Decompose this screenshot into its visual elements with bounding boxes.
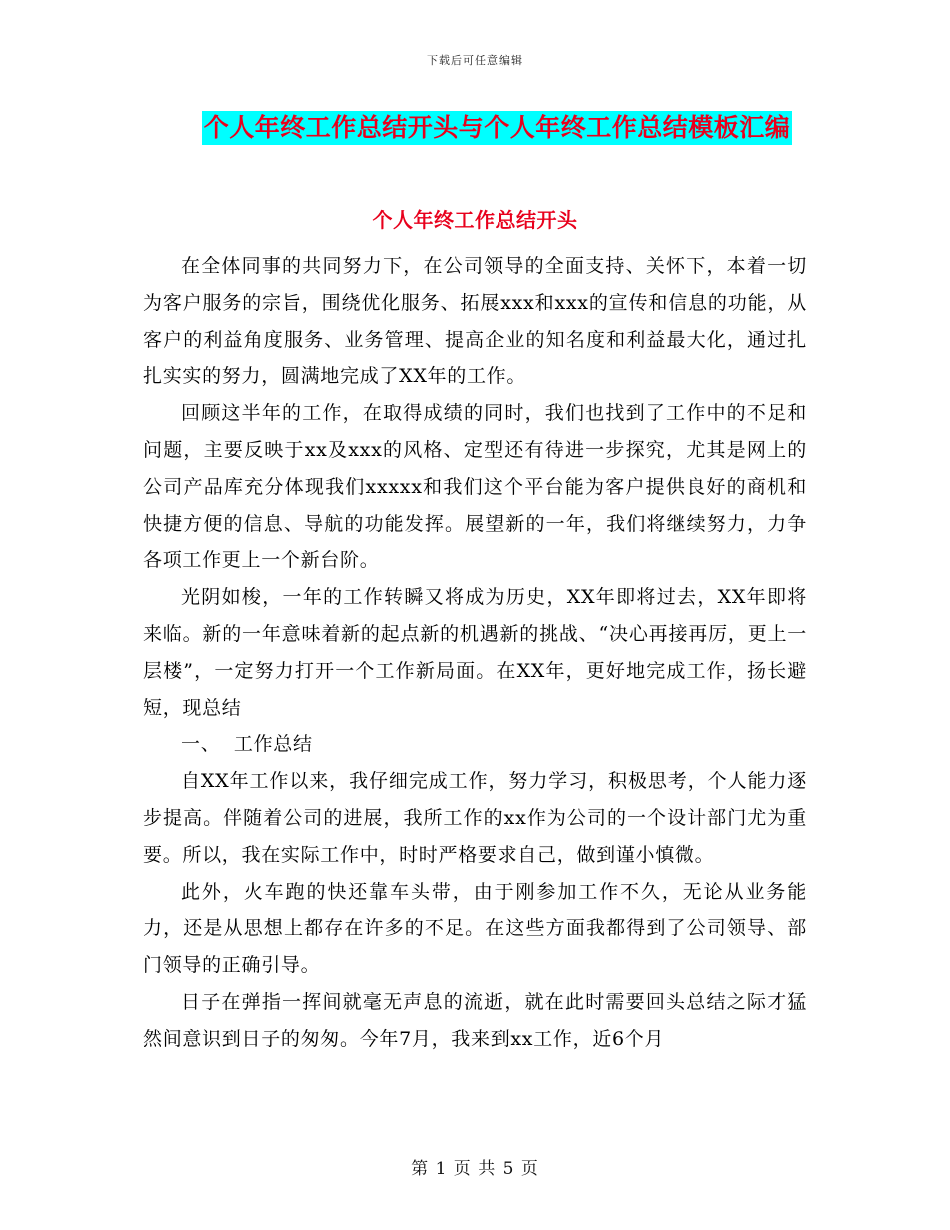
document-title	[0, 111, 950, 145]
paragraph: 光阴如梭，一年的工作转瞬又将成为历史，XX年即将过去，XX年即将来临。新的一年意味着新的起点新的机遇新的挑战、“决心再接再厉，更上一层楼”，一定努力打开一个工作新局面。在XX年，更好地完成工作，扬长避短，现总结	[143, 586, 807, 719]
paragraph: 此外，火车跑的快还靠车头带，由于刚参加工作不久，无论从业务能力，还是从思想上都存在许多的不足。在这些方面我都得到了公司领导、部门领导的正确引导。	[143, 880, 807, 977]
paragraph: 自XX年工作以来，我仔细完成工作，努力学习，积极思考，个人能力逐步提高。伴随着公司的进展，我所工作的xx作为公司的一个设计部门尤为重要。所以，我在实际工作中，时时严格要求自己，做到谨小慎微。	[143, 770, 807, 866]
section-heading: 一、 工作总结	[181, 733, 313, 756]
page-header-note: 下载后可任意编辑	[427, 54, 523, 67]
page-footer: 第 1 页 共 5 页	[411, 1159, 539, 1179]
document-title-text: 个人年终工作总结开头与个人年终工作总结模板汇编	[202, 111, 793, 145]
paragraph: 在全体同事的共同努力下，在公司领导的全面支持、关怀下，本着一切为客户服务的宗旨，围绕优化服务、拓展xxx和xxx的宣传和信息的功能，从客户的利益角度服务、业务管理、提高企业的知名度和利益最大化，通过扎扎实实的努力，圆满地完成了XX年的工作。	[143, 255, 807, 388]
document-body	[143, 248, 807, 1058]
section-title: 个人年终工作总结开头	[372, 208, 578, 232]
paragraph: 回顾这半年的工作，在取得成绩的同时，我们也找到了工作中的不足和问题，主要反映于xx及xxx的风格、定型还有待进一步探究，尤其是网上的公司产品库充分体现我们xxxxx和我们这个平台能为客户提供良好的商机和快捷方便的信息、导航的功能发挥。展望新的一年，我们将继续努力，力争各项工作更上一个新台阶。	[143, 402, 807, 572]
paragraph: 日子在弹指一挥间就毫无声息的流逝，就在此时需要回头总结之际才猛然间意识到日子的匆匆。今年7月，我来到xx工作，近6个月	[143, 990, 807, 1050]
